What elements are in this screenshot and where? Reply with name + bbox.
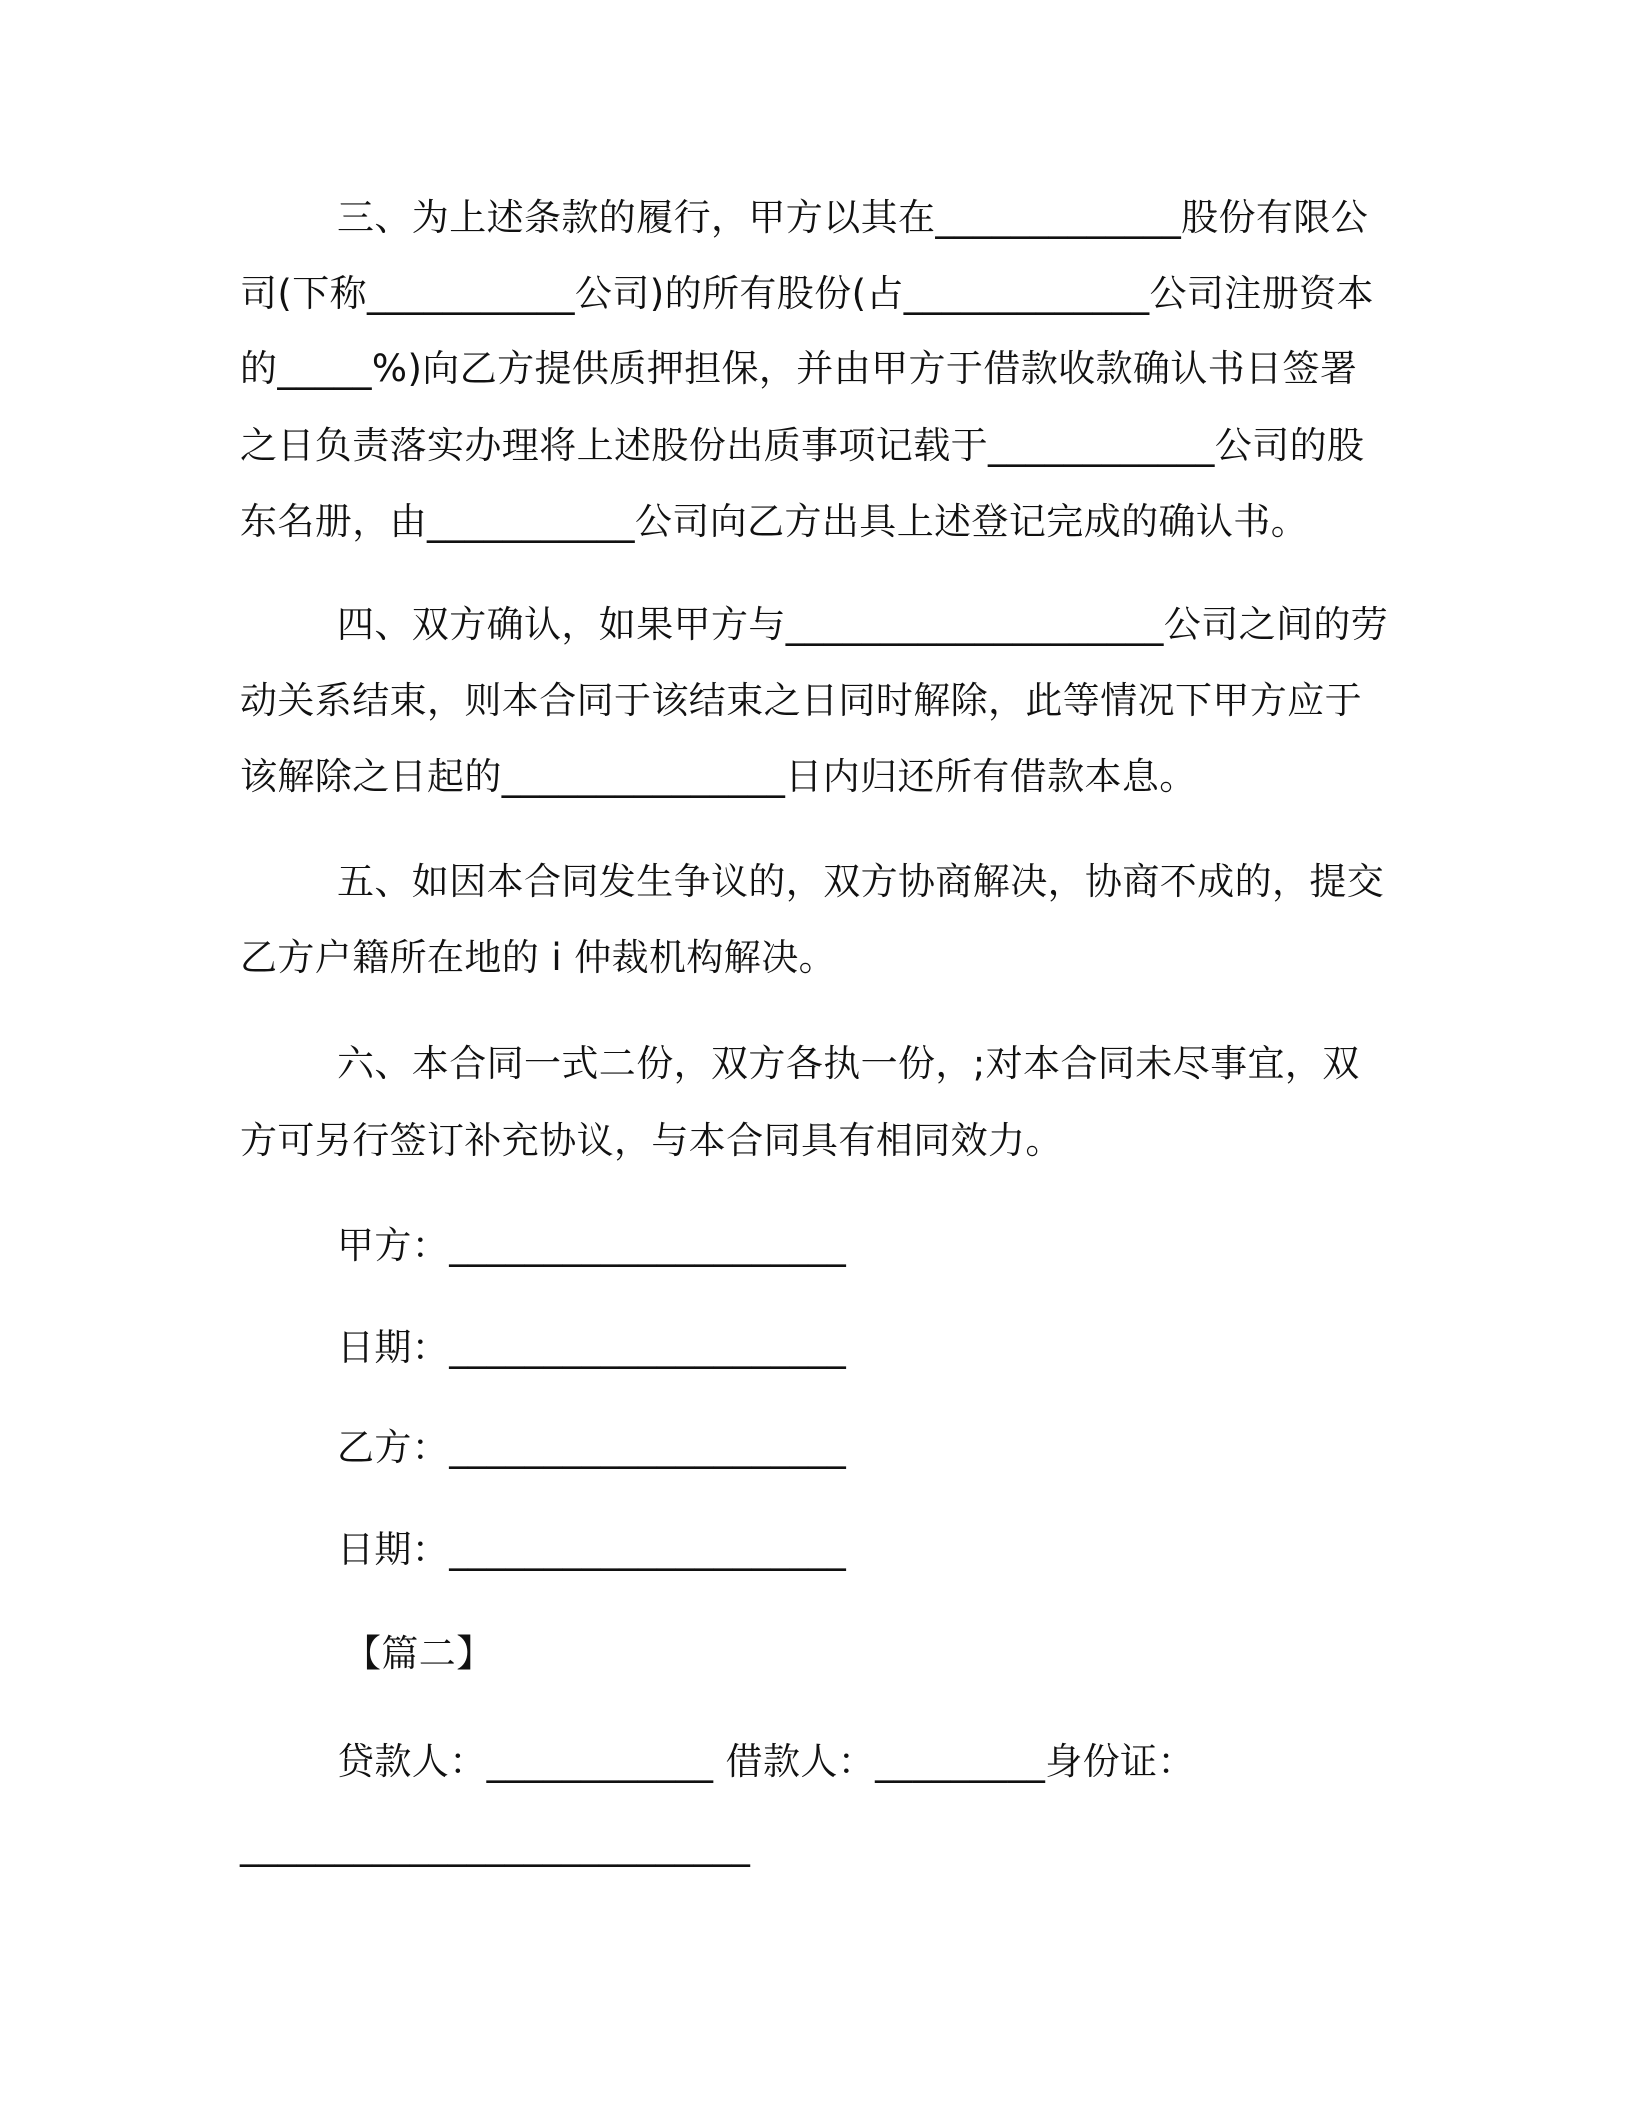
clause-four-line-2: 动关系结束，则本合同于该结束之日同时解除，此等情况下甲方应于	[240, 679, 1362, 722]
clause-three-line-1: 三、为上述条款的履行，甲方以其在_____________股份有限公	[337, 196, 1369, 239]
section-two-heading: 【篇二】	[344, 1632, 494, 1675]
party-b-date-line: 日期：_____________________	[337, 1528, 847, 1571]
party-a-date-line: 日期：_____________________	[337, 1326, 847, 1369]
clause-four-line-1: 四、双方确认，如果甲方与____________________公司之间的劳	[337, 603, 1389, 646]
party-a-signature-line: 甲方：_____________________	[337, 1224, 847, 1267]
clause-six-line-2: 方可另行签订补充协议，与本合同具有相同效力。	[240, 1119, 1063, 1162]
clause-six-line-1: 六、本合同一式二份，双方各执一份，;对本合同未尽事宜，双	[337, 1042, 1360, 1085]
id-number-blank: ___________________________	[240, 1824, 751, 1867]
clause-three-line-4: 之日负责落实办理将上述股份出质事项记载于____________公司的股	[240, 424, 1365, 467]
party-b-signature-line: 乙方：_____________________	[337, 1426, 847, 1469]
clause-five-line-1: 五、如因本合同发生争议的，双方协商解决，协商不成的，提交	[337, 860, 1385, 903]
clause-five-line-2: 乙方户籍所在地的 i 仲裁机构解决。	[240, 936, 837, 979]
clause-three-line-5: 东名册，由___________公司向乙方出具上述登记完成的确认书。	[240, 500, 1309, 543]
lender-borrower-line: 贷款人：____________ 借款人：_________身份证：	[337, 1740, 1195, 1783]
clause-four-line-3: 该解除之日起的_______________日内归还所有借款本息。	[240, 755, 1197, 798]
clause-three-line-3: 的_____%)向乙方提供质押担保，并由甲方于借款收款确认书日签署	[240, 347, 1358, 390]
clause-three-line-2: 司(下称___________公司)的所有股份(占_____________公司注册资本	[240, 272, 1374, 315]
